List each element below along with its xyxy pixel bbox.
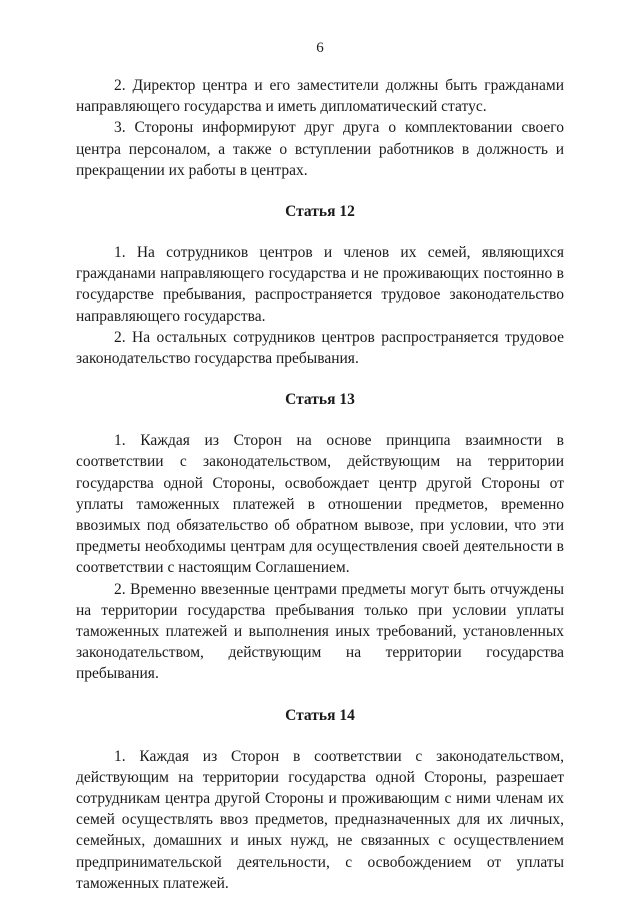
article-13-heading: Статья 13 xyxy=(285,391,355,409)
article-12-heading: Статья 12 xyxy=(285,203,355,221)
article-12-clause-1: 1. На сотрудников центров и членов их семей, являющихся гражданами направляющего государства и не проживающих постоянно в государстве пребывания, распространяется трудовое законодательство направляющего государства. xyxy=(76,244,564,325)
article-13-clause-1: 1. Каждая из Сторон на основе принципа взаимности в соответствии с законодательством, действующим на территории государства одной Стороны, освобождает центр другой Стороны от уплаты таможенных платежей в отношении предметов, временно ввозимых под обязательство об обратном вывозе, при условии, что эти предметы необходимы центрам для осуществления своей деятельности в соответствии с настоящим Соглашением. xyxy=(76,432,564,577)
article-12-clause-2: 2. На остальных сотрудников центров распространяется трудовое законодательство государства пребывания. xyxy=(76,328,564,368)
document-page xyxy=(76,38,564,894)
article-11-clause-3: 3. Стороны информируют друг друга о комплектовании своего центра персоналом, а также о вступлении работников в должность и прекращении их работы в центрах. xyxy=(76,119,564,179)
article-14-clause-1: 1. Каждая из Сторон в соответствии с законодательством, действующим на территории государства одной Стороны, разрешает сотрудникам центра другой Стороны и проживающим с ними членам их семей осуществлять ввоз предметов, предназначенных для их личных, семейных, домашних и иных нужд, не связанных с осуществлением предпринимательской деятельности, с освобождением от уплаты таможенных платежей. xyxy=(76,747,564,892)
article-13-clause-2: 2. Временно ввезенные центрами предметы могут быть отчуждены на территории государства пребывания только при условии уплаты таможенных платежей и выполнения иных требований, установленных законодательством, действующим на территории государства пребывания. xyxy=(76,580,564,683)
article-11-clause-2: 2. Директор центра и его заместители должны быть гражданами направляющего государства и иметь дипломатический статус. xyxy=(76,77,564,116)
page-number: 6 xyxy=(316,40,324,56)
article-14-heading: Статья 14 xyxy=(285,706,355,724)
